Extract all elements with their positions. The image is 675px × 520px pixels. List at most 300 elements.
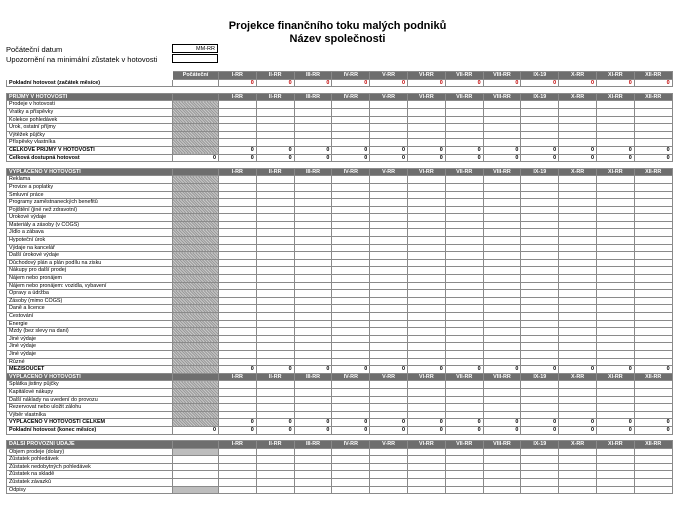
start-cell[interactable] (173, 259, 219, 267)
month-cell[interactable] (445, 275, 483, 283)
month-cell[interactable] (294, 320, 332, 328)
month-cell[interactable]: 0 (596, 419, 634, 427)
month-cell[interactable] (370, 259, 408, 267)
month-cell[interactable] (521, 471, 559, 479)
month-cell[interactable] (445, 214, 483, 222)
month-cell[interactable] (596, 267, 634, 275)
month-cell[interactable] (521, 305, 559, 313)
month-cell[interactable] (559, 176, 597, 184)
month-cell[interactable]: 0 (445, 366, 483, 374)
month-cell[interactable]: 0 (596, 154, 634, 162)
month-cell[interactable] (445, 320, 483, 328)
month-cell[interactable] (634, 456, 672, 464)
month-cell[interactable]: 0 (370, 154, 408, 162)
month-cell[interactable] (219, 486, 257, 494)
month-cell[interactable] (256, 358, 294, 366)
month-cell[interactable] (596, 448, 634, 456)
month-cell[interactable]: 0 (445, 426, 483, 434)
month-cell[interactable] (256, 290, 294, 298)
month-cell[interactable] (521, 124, 559, 132)
month-cell[interactable] (332, 191, 370, 199)
month-cell[interactable] (370, 463, 408, 471)
start-cell[interactable] (173, 320, 219, 328)
month-cell[interactable] (332, 456, 370, 464)
month-cell[interactable] (445, 297, 483, 305)
month-cell[interactable] (445, 456, 483, 464)
start-cell[interactable] (173, 350, 219, 358)
month-cell[interactable] (445, 229, 483, 237)
month-cell[interactable] (370, 282, 408, 290)
month-cell[interactable] (332, 328, 370, 336)
month-cell[interactable] (256, 404, 294, 412)
month-cell[interactable] (483, 191, 521, 199)
month-cell[interactable]: 0 (634, 419, 672, 427)
month-cell[interactable] (634, 206, 672, 214)
month-cell[interactable] (256, 282, 294, 290)
month-cell[interactable] (596, 343, 634, 351)
month-cell[interactable] (521, 214, 559, 222)
month-cell[interactable] (521, 358, 559, 366)
month-cell[interactable] (596, 463, 634, 471)
month-cell[interactable] (559, 116, 597, 124)
month-cell[interactable] (559, 396, 597, 404)
month-cell[interactable] (294, 206, 332, 214)
month-cell[interactable] (483, 244, 521, 252)
month-cell[interactable] (219, 267, 257, 275)
month-cell[interactable] (256, 388, 294, 396)
month-cell[interactable] (219, 313, 257, 321)
month-cell[interactable] (370, 221, 408, 229)
month-cell[interactable]: 0 (596, 366, 634, 374)
month-cell[interactable] (219, 456, 257, 464)
month-cell[interactable] (294, 221, 332, 229)
month-cell[interactable] (219, 350, 257, 358)
month-cell[interactable] (445, 244, 483, 252)
month-cell[interactable]: 0 (294, 79, 332, 87)
month-cell[interactable] (332, 101, 370, 109)
month-cell[interactable] (332, 350, 370, 358)
month-cell[interactable] (219, 471, 257, 479)
start-cell[interactable] (173, 79, 219, 87)
month-cell[interactable] (256, 471, 294, 479)
month-cell[interactable] (483, 448, 521, 456)
month-cell[interactable] (445, 388, 483, 396)
month-cell[interactable] (445, 486, 483, 494)
start-cell[interactable] (173, 282, 219, 290)
month-cell[interactable] (521, 388, 559, 396)
month-cell[interactable]: 0 (332, 146, 370, 154)
start-cell[interactable] (173, 244, 219, 252)
month-cell[interactable]: 0 (521, 146, 559, 154)
month-cell[interactable] (256, 335, 294, 343)
month-cell[interactable] (219, 343, 257, 351)
month-cell[interactable] (634, 176, 672, 184)
month-cell[interactable] (596, 259, 634, 267)
start-cell[interactable] (173, 366, 219, 374)
month-cell[interactable] (559, 320, 597, 328)
month-cell[interactable] (483, 124, 521, 132)
month-cell[interactable] (445, 343, 483, 351)
month-cell[interactable] (370, 199, 408, 207)
month-cell[interactable] (407, 479, 445, 487)
month-cell[interactable] (559, 479, 597, 487)
month-cell[interactable] (445, 335, 483, 343)
month-cell[interactable] (445, 199, 483, 207)
month-cell[interactable] (559, 388, 597, 396)
month-cell[interactable] (596, 101, 634, 109)
month-cell[interactable] (219, 176, 257, 184)
month-cell[interactable]: 0 (256, 79, 294, 87)
month-cell[interactable] (332, 199, 370, 207)
month-cell[interactable]: 0 (294, 146, 332, 154)
start-cell[interactable] (173, 237, 219, 245)
month-cell[interactable] (219, 320, 257, 328)
month-cell[interactable] (634, 139, 672, 147)
month-cell[interactable] (407, 191, 445, 199)
month-cell[interactable] (294, 176, 332, 184)
month-cell[interactable]: 0 (407, 79, 445, 87)
month-cell[interactable] (294, 191, 332, 199)
month-cell[interactable] (332, 131, 370, 139)
month-cell[interactable] (559, 244, 597, 252)
month-cell[interactable] (521, 486, 559, 494)
month-cell[interactable] (256, 320, 294, 328)
month-cell[interactable] (294, 404, 332, 412)
month-cell[interactable] (521, 456, 559, 464)
month-cell[interactable] (445, 350, 483, 358)
month-cell[interactable] (483, 471, 521, 479)
start-cell[interactable] (173, 252, 219, 260)
month-cell[interactable] (219, 244, 257, 252)
month-cell[interactable] (219, 237, 257, 245)
month-cell[interactable] (521, 108, 559, 116)
month-cell[interactable] (596, 275, 634, 283)
month-cell[interactable] (407, 320, 445, 328)
month-cell[interactable] (483, 139, 521, 147)
month-cell[interactable] (370, 358, 408, 366)
month-cell[interactable]: 0 (219, 366, 257, 374)
month-cell[interactable] (634, 358, 672, 366)
month-cell[interactable] (407, 388, 445, 396)
month-cell[interactable] (483, 101, 521, 109)
month-cell[interactable] (219, 297, 257, 305)
month-cell[interactable] (370, 404, 408, 412)
start-cell[interactable] (173, 176, 219, 184)
month-cell[interactable] (294, 343, 332, 351)
month-cell[interactable] (332, 116, 370, 124)
month-cell[interactable] (483, 290, 521, 298)
month-cell[interactable] (219, 214, 257, 222)
month-cell[interactable] (521, 290, 559, 298)
month-cell[interactable] (219, 396, 257, 404)
month-cell[interactable] (256, 244, 294, 252)
month-cell[interactable] (256, 183, 294, 191)
month-cell[interactable] (483, 214, 521, 222)
month-cell[interactable] (294, 108, 332, 116)
month-cell[interactable] (596, 411, 634, 419)
month-cell[interactable] (407, 252, 445, 260)
month-cell[interactable] (219, 358, 257, 366)
month-cell[interactable] (294, 267, 332, 275)
month-cell[interactable] (521, 448, 559, 456)
month-cell[interactable] (521, 206, 559, 214)
month-cell[interactable] (559, 131, 597, 139)
month-cell[interactable] (370, 206, 408, 214)
start-cell[interactable] (173, 404, 219, 412)
month-cell[interactable] (219, 229, 257, 237)
month-cell[interactable] (332, 313, 370, 321)
month-cell[interactable] (407, 108, 445, 116)
month-cell[interactable] (219, 191, 257, 199)
month-cell[interactable]: 0 (521, 426, 559, 434)
month-cell[interactable]: 0 (407, 366, 445, 374)
month-cell[interactable]: 0 (219, 154, 257, 162)
month-cell[interactable] (370, 139, 408, 147)
month-cell[interactable] (483, 463, 521, 471)
month-cell[interactable] (219, 275, 257, 283)
month-cell[interactable] (634, 183, 672, 191)
month-cell[interactable] (332, 259, 370, 267)
month-cell[interactable] (294, 116, 332, 124)
month-cell[interactable] (445, 252, 483, 260)
month-cell[interactable]: 0 (219, 146, 257, 154)
month-cell[interactable]: 0 (521, 366, 559, 374)
month-cell[interactable] (370, 229, 408, 237)
month-cell[interactable]: 0 (521, 419, 559, 427)
month-cell[interactable] (634, 229, 672, 237)
month-cell[interactable]: 0 (559, 154, 597, 162)
month-cell[interactable] (596, 486, 634, 494)
month-cell[interactable] (559, 214, 597, 222)
month-cell[interactable] (559, 290, 597, 298)
month-cell[interactable] (219, 221, 257, 229)
month-cell[interactable] (634, 313, 672, 321)
month-cell[interactable]: 0 (370, 79, 408, 87)
month-cell[interactable] (332, 486, 370, 494)
month-cell[interactable] (407, 199, 445, 207)
month-cell[interactable] (256, 259, 294, 267)
month-cell[interactable] (559, 101, 597, 109)
month-cell[interactable] (407, 116, 445, 124)
month-cell[interactable] (521, 328, 559, 336)
month-cell[interactable] (596, 290, 634, 298)
month-cell[interactable] (370, 244, 408, 252)
month-cell[interactable] (407, 343, 445, 351)
month-cell[interactable] (219, 335, 257, 343)
month-cell[interactable] (559, 456, 597, 464)
month-cell[interactable]: 0 (370, 419, 408, 427)
month-cell[interactable] (219, 108, 257, 116)
month-cell[interactable]: 0 (256, 419, 294, 427)
month-cell[interactable]: 0 (559, 146, 597, 154)
month-cell[interactable] (256, 229, 294, 237)
month-cell[interactable]: 0 (407, 419, 445, 427)
month-cell[interactable] (407, 275, 445, 283)
month-cell[interactable] (332, 237, 370, 245)
month-cell[interactable] (634, 101, 672, 109)
month-cell[interactable] (370, 267, 408, 275)
month-cell[interactable] (219, 206, 257, 214)
month-cell[interactable] (596, 252, 634, 260)
month-cell[interactable]: 0 (370, 366, 408, 374)
month-cell[interactable] (634, 463, 672, 471)
month-cell[interactable]: 0 (521, 79, 559, 87)
month-cell[interactable] (256, 252, 294, 260)
month-cell[interactable] (370, 252, 408, 260)
month-cell[interactable] (407, 350, 445, 358)
month-cell[interactable]: 0 (370, 426, 408, 434)
month-cell[interactable]: 0 (445, 146, 483, 154)
month-cell[interactable] (370, 183, 408, 191)
month-cell[interactable] (370, 297, 408, 305)
month-cell[interactable] (521, 139, 559, 147)
month-cell[interactable] (407, 131, 445, 139)
month-cell[interactable] (596, 131, 634, 139)
month-cell[interactable] (219, 259, 257, 267)
month-cell[interactable] (370, 214, 408, 222)
month-cell[interactable] (219, 139, 257, 147)
month-cell[interactable]: 0 (634, 79, 672, 87)
month-cell[interactable] (483, 108, 521, 116)
month-cell[interactable] (256, 191, 294, 199)
month-cell[interactable] (559, 275, 597, 283)
month-cell[interactable] (521, 267, 559, 275)
month-cell[interactable] (407, 381, 445, 389)
month-cell[interactable] (559, 237, 597, 245)
month-cell[interactable] (445, 282, 483, 290)
month-cell[interactable] (256, 305, 294, 313)
month-cell[interactable] (332, 381, 370, 389)
start-cell[interactable] (173, 101, 219, 109)
start-cell[interactable] (173, 419, 219, 427)
month-cell[interactable]: 0 (370, 146, 408, 154)
month-cell[interactable] (559, 206, 597, 214)
month-cell[interactable] (596, 479, 634, 487)
month-cell[interactable] (634, 448, 672, 456)
month-cell[interactable] (294, 237, 332, 245)
month-cell[interactable] (521, 282, 559, 290)
month-cell[interactable] (596, 191, 634, 199)
month-cell[interactable] (294, 199, 332, 207)
month-cell[interactable] (256, 275, 294, 283)
month-cell[interactable] (596, 176, 634, 184)
month-cell[interactable] (596, 282, 634, 290)
month-cell[interactable]: 0 (219, 79, 257, 87)
start-cell[interactable] (173, 275, 219, 283)
month-cell[interactable] (596, 297, 634, 305)
month-cell[interactable] (559, 404, 597, 412)
start-cell[interactable] (173, 290, 219, 298)
month-cell[interactable] (483, 404, 521, 412)
month-cell[interactable] (256, 313, 294, 321)
month-cell[interactable] (559, 358, 597, 366)
month-cell[interactable] (559, 282, 597, 290)
month-cell[interactable] (407, 267, 445, 275)
month-cell[interactable] (407, 124, 445, 132)
month-cell[interactable]: 0 (256, 366, 294, 374)
month-cell[interactable] (294, 335, 332, 343)
month-cell[interactable] (559, 313, 597, 321)
month-cell[interactable] (634, 328, 672, 336)
month-cell[interactable] (634, 214, 672, 222)
month-cell[interactable] (634, 479, 672, 487)
month-cell[interactable] (294, 124, 332, 132)
month-cell[interactable] (332, 244, 370, 252)
month-cell[interactable] (483, 320, 521, 328)
month-cell[interactable] (445, 479, 483, 487)
month-cell[interactable] (370, 328, 408, 336)
month-cell[interactable] (445, 381, 483, 389)
start-cell[interactable] (173, 139, 219, 147)
month-cell[interactable]: 0 (256, 426, 294, 434)
month-cell[interactable] (294, 229, 332, 237)
start-cell[interactable] (173, 388, 219, 396)
month-cell[interactable] (483, 131, 521, 139)
month-cell[interactable] (219, 388, 257, 396)
start-cell[interactable] (173, 199, 219, 207)
month-cell[interactable] (521, 350, 559, 358)
month-cell[interactable]: 0 (483, 419, 521, 427)
month-cell[interactable] (407, 305, 445, 313)
month-cell[interactable]: 0 (332, 426, 370, 434)
month-cell[interactable] (370, 471, 408, 479)
month-cell[interactable] (596, 221, 634, 229)
month-cell[interactable] (483, 297, 521, 305)
month-cell[interactable]: 0 (559, 419, 597, 427)
month-cell[interactable] (483, 282, 521, 290)
month-cell[interactable]: 0 (294, 426, 332, 434)
start-cell[interactable] (173, 411, 219, 419)
month-cell[interactable] (294, 290, 332, 298)
month-cell[interactable] (294, 252, 332, 260)
month-cell[interactable]: 0 (256, 154, 294, 162)
month-cell[interactable] (559, 221, 597, 229)
month-cell[interactable] (332, 343, 370, 351)
month-cell[interactable] (634, 199, 672, 207)
start-cell[interactable] (173, 108, 219, 116)
month-cell[interactable] (407, 335, 445, 343)
month-cell[interactable] (559, 471, 597, 479)
start-cell[interactable] (173, 479, 219, 487)
month-cell[interactable] (445, 108, 483, 116)
month-cell[interactable] (596, 237, 634, 245)
month-cell[interactable] (332, 396, 370, 404)
month-cell[interactable] (445, 176, 483, 184)
month-cell[interactable] (559, 191, 597, 199)
month-cell[interactable] (634, 244, 672, 252)
month-cell[interactable]: 0 (634, 146, 672, 154)
month-cell[interactable] (445, 396, 483, 404)
month-cell[interactable] (483, 313, 521, 321)
month-cell[interactable]: 0 (294, 419, 332, 427)
month-cell[interactable] (332, 388, 370, 396)
month-cell[interactable] (332, 448, 370, 456)
start-cell[interactable] (173, 396, 219, 404)
month-cell[interactable]: 0 (483, 79, 521, 87)
month-cell[interactable] (407, 456, 445, 464)
start-cell[interactable] (173, 221, 219, 229)
month-cell[interactable]: 0 (596, 79, 634, 87)
month-cell[interactable] (445, 267, 483, 275)
month-cell[interactable] (370, 116, 408, 124)
start-date-input[interactable]: MM-RR (172, 44, 218, 53)
month-cell[interactable]: 0 (445, 79, 483, 87)
month-cell[interactable] (370, 108, 408, 116)
month-cell[interactable] (294, 328, 332, 336)
month-cell[interactable] (483, 267, 521, 275)
month-cell[interactable]: 0 (559, 426, 597, 434)
month-cell[interactable] (521, 381, 559, 389)
